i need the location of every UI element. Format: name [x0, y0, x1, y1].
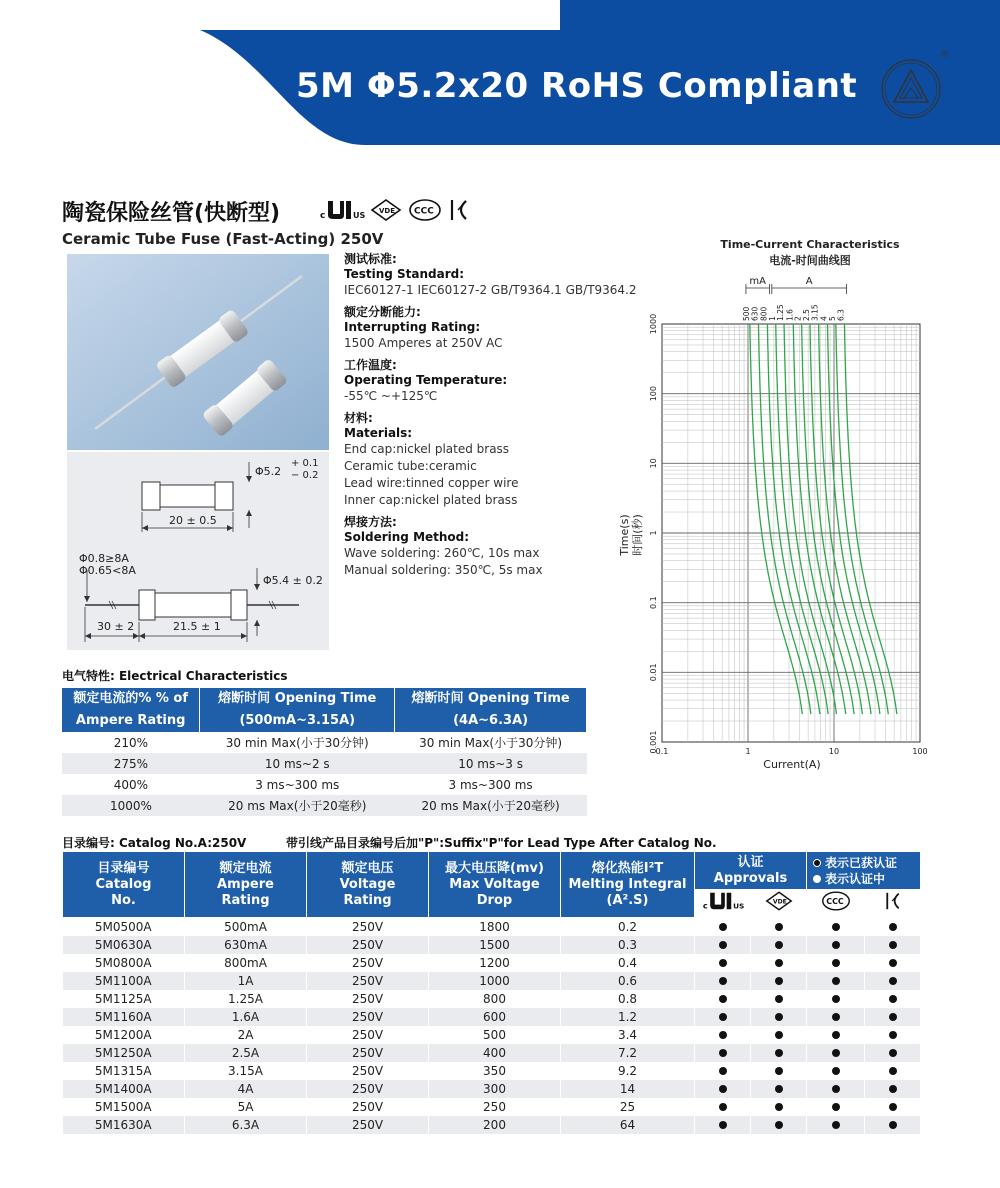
table-cell: 5M1500A: [63, 1098, 185, 1116]
table-cell: 5M0800A: [63, 954, 185, 972]
approved-dot-icon: [775, 1013, 783, 1021]
approval-cell: [807, 972, 865, 990]
approval-cell: [865, 990, 921, 1008]
curve-label: 1.6: [785, 309, 795, 321]
table-cell: 64: [561, 1116, 695, 1134]
table-cell: 2.5A: [185, 1044, 307, 1062]
approval-cell: [695, 1116, 751, 1134]
approval-cell: [695, 918, 751, 936]
dimension-drawing: [67, 452, 329, 650]
table-cell: 250V: [307, 954, 429, 972]
table-cell: 800: [429, 990, 561, 1008]
approval-cell: [865, 936, 921, 954]
approval-cell: [807, 1062, 865, 1080]
approved-dot-icon: [889, 977, 897, 985]
approved-dot-icon: [889, 1031, 897, 1039]
approval-cell: [751, 1026, 807, 1044]
table-cell: 1800: [429, 918, 561, 936]
certification-icons: [320, 196, 470, 224]
approved-dot-icon: [719, 1049, 727, 1057]
table-cell: 250V: [307, 1044, 429, 1062]
approval-cell: [807, 1080, 865, 1098]
approval-vde-cell: [751, 890, 807, 918]
table-row: [62, 795, 587, 816]
spec-interrupting-rating: 额定分断能力: Interrupting Rating: 1500 Amperes at 250V AC: [344, 305, 503, 350]
table-row: [63, 954, 921, 972]
table-row: [63, 990, 921, 1008]
approval-cell: [807, 1044, 865, 1062]
table-cell: 250V: [307, 1026, 429, 1044]
catalog-header-approvals: 认证 Approvals: [695, 852, 807, 890]
table-cell: 210%: [113, 735, 149, 750]
electrical-header-cell: Ampere Rating: [62, 710, 200, 732]
brand-logo-icon: [880, 58, 942, 124]
approved-dot-icon: [719, 1031, 727, 1039]
table-cell: 1000: [429, 972, 561, 990]
lead-dia-08-label: Φ0.8≥8A: [79, 552, 129, 565]
lead-length-label: 30 ± 2: [97, 620, 135, 633]
approved-dot-icon: [719, 1103, 727, 1111]
approval-cell: [751, 1116, 807, 1134]
table-row: [63, 1080, 921, 1098]
approved-dot-icon: [889, 959, 897, 967]
approved-dot-icon: [775, 1085, 783, 1093]
approved-dot-icon: [889, 1049, 897, 1057]
electrical-header-cell: (4A~6.3A): [395, 710, 587, 732]
time-current-chart: [600, 264, 930, 771]
approved-dot-icon: [832, 977, 840, 985]
spec-materials: 材料: Materials: End cap:nickel plated brass Ceramic tube:ceramic Lead wire:tinned copper wire Inner cap:nickel plated brass: [344, 411, 519, 507]
table-cell: 4A: [185, 1080, 307, 1098]
ccc-icon: [821, 890, 851, 912]
table-cell: 1.25A: [185, 990, 307, 1008]
approval-cell: [807, 1008, 865, 1026]
table-cell: 350: [429, 1062, 561, 1080]
electrical-header-cell: (500mA~3.15A): [200, 710, 395, 732]
table-cell: 250V: [307, 1116, 429, 1134]
table-row: [63, 918, 921, 936]
approved-dot-icon: [889, 995, 897, 1003]
approval-cell: [865, 1062, 921, 1080]
y-axis-label: Time(s): [618, 514, 631, 556]
x-axis-label: Current(A): [763, 758, 821, 771]
approval-cell: [865, 918, 921, 936]
table-cell: 2A: [185, 1026, 307, 1044]
table-row: [62, 732, 587, 753]
approval-cell: [807, 1116, 865, 1134]
approval-cell: [695, 1008, 751, 1026]
table-cell: 3.15A: [185, 1062, 307, 1080]
approval-legend: 表示已获认证 表示认证中: [807, 852, 921, 890]
approved-dot-icon: [832, 995, 840, 1003]
x-tick-label: 1: [745, 747, 751, 756]
table-cell: 250V: [307, 990, 429, 1008]
table-cell: 250: [429, 1098, 561, 1116]
table-cell: 0.3: [561, 936, 695, 954]
svg-text:US: US: [353, 211, 366, 220]
curve-label: 1: [767, 316, 777, 321]
spec-soldering-method: 焊接方法: Soldering Method: Wave soldering: 260℃, 10s max Manual soldering: 350℃, 5s max: [344, 515, 543, 577]
table-cell: 14: [561, 1080, 695, 1098]
table-cell: 300: [429, 1080, 561, 1098]
table-cell: 9.2: [561, 1062, 695, 1080]
approval-kc-cell: [865, 890, 921, 918]
approved-dot-icon: [775, 1067, 783, 1075]
specifications: [344, 252, 644, 585]
a-bracket-label: A: [805, 276, 813, 287]
table-cell: 6.3A: [185, 1116, 307, 1134]
approved-dot-icon: [719, 941, 727, 949]
electrical-header-cell: 额定电流的% % of: [62, 688, 200, 710]
catalog-header-voltage: 额定电压 Voltage Rating: [307, 852, 429, 918]
curve-label: 1.25: [776, 304, 786, 321]
y-tick-label: 1000: [649, 313, 658, 335]
approval-cell: [865, 1116, 921, 1134]
approval-cell: [695, 936, 751, 954]
table-cell: 0.6: [561, 972, 695, 990]
approval-cell: [751, 918, 807, 936]
product-name-en: Ceramic Tube Fuse (Fast-Acting) 250V: [62, 230, 384, 248]
table-cell: 25: [561, 1098, 695, 1116]
header-band: [0, 0, 1000, 150]
approval-cell: [865, 1044, 921, 1062]
approval-cell: [865, 1026, 921, 1044]
curve-label: 4: [819, 316, 829, 321]
vde-icon: [765, 890, 793, 912]
spec-testing-standard: 测试标准: Testing Standard: IEC60127-1 IEC60127-2 GB/T9364.1 GB/T9364.2: [344, 252, 637, 297]
approval-cell: [807, 990, 865, 1008]
x-tick-label: 10: [828, 747, 840, 756]
approval-cell: [751, 990, 807, 1008]
product-name-cn: 陶瓷保险丝管(快断型): [62, 201, 281, 226]
approved-dot-icon: [775, 1049, 783, 1057]
table-row: [63, 1026, 921, 1044]
table-row: [63, 936, 921, 954]
catalog-header-melting: 熔化热能I²T Melting Integral (A².S): [561, 852, 695, 918]
page-title: 5M Φ5.2x20 RoHS Compliant: [296, 66, 858, 106]
curve-label: 2: [793, 316, 803, 321]
approved-dot-icon: [889, 1103, 897, 1111]
approved-dot-icon: [719, 959, 727, 967]
svg-text:CCC: CCC: [825, 897, 844, 907]
approved-dot-icon: [889, 923, 897, 931]
catalog-caption: 目录编号: Catalog No.A:250V: [62, 836, 247, 850]
table-row: [62, 753, 587, 774]
svg-text:c: c: [702, 900, 708, 911]
catalog-header-row: [63, 852, 921, 890]
approved-dot-icon: [775, 1103, 783, 1111]
approved-dot-icon: [719, 1013, 727, 1021]
table-cell: 20 ms Max(小于20毫秒): [200, 795, 395, 816]
approved-dot-icon: [775, 1121, 783, 1129]
table-cell: 0.8: [561, 990, 695, 1008]
table-cell: 3 ms~300 ms: [255, 777, 340, 792]
approved-dot-icon: [832, 1013, 840, 1021]
table-cell: 400: [429, 1044, 561, 1062]
svg-text:US: US: [732, 901, 744, 911]
approval-cell: [695, 1026, 751, 1044]
x-tick-label: 100: [912, 747, 928, 756]
table-cell: 30 min Max(小于30分钟): [225, 736, 369, 750]
approval-cell: [695, 990, 751, 1008]
approved-dot-icon: [832, 1103, 840, 1111]
table-cell: 5A: [185, 1098, 307, 1116]
approval-cell: [865, 1080, 921, 1098]
approved-dot-icon: [889, 1013, 897, 1021]
approved-dot-icon: [832, 941, 840, 949]
approved-dot-icon: [813, 859, 821, 867]
table-cell: 250V: [307, 918, 429, 936]
svg-text:VDE: VDE: [772, 898, 787, 906]
table-cell: 5M1315A: [63, 1062, 185, 1080]
table-cell: 5M1100A: [63, 972, 185, 990]
table-row: [63, 972, 921, 990]
approval-cell: [865, 954, 921, 972]
y-tick-label: 0.01: [649, 663, 658, 682]
body-length-label: 21.5 ± 1: [173, 620, 221, 633]
approved-dot-icon: [775, 1031, 783, 1039]
spec-operating-temperature: 工作温度: Operating Temperature: -55℃ ~+125℃: [344, 358, 508, 403]
electrical-body: [62, 732, 587, 816]
approved-dot-icon: [832, 1067, 840, 1075]
approved-dot-icon: [775, 995, 783, 1003]
table-cell: 1000%: [62, 795, 200, 816]
lead-body-dia-label: Φ5.4 ± 0.2: [263, 574, 323, 587]
table-row: [63, 1098, 921, 1116]
approved-dot-icon: [889, 1121, 897, 1129]
table-cell: 600: [429, 1008, 561, 1026]
lead-dia-065-label: Φ0.65<8A: [79, 564, 136, 577]
electrical-header-cell: 熔断时间 Opening Time: [200, 688, 395, 710]
table-cell: 1A: [185, 972, 307, 990]
table-cell: 5M1160A: [63, 1008, 185, 1026]
table-cell: 10 ms~2 s: [200, 753, 395, 774]
svg-text:VDE: VDE: [379, 207, 396, 215]
table-cell: 1.2: [561, 1008, 695, 1026]
curve-label: 2.5: [802, 309, 812, 321]
table-cell: 250V: [307, 1062, 429, 1080]
table-cell: 0.4: [561, 954, 695, 972]
approved-dot-icon: [889, 1067, 897, 1075]
table-row: [63, 1062, 921, 1080]
x-tick-label: 0.1: [655, 747, 669, 756]
cul-us-icon: [701, 890, 745, 912]
catalog-suffix-note: 带引线产品目录编号后加"P":Suffix"P"for Lead Type After Catalog No.: [286, 836, 717, 850]
vde-icon: [370, 198, 402, 222]
approved-dot-icon: [889, 1085, 897, 1093]
y-tick-label: 1: [649, 530, 658, 536]
approval-cell: [695, 1062, 751, 1080]
approved-dot-icon: [832, 1049, 840, 1057]
approval-cell: [865, 1008, 921, 1026]
table-cell: 5M1400A: [63, 1080, 185, 1098]
approval-cell: [807, 918, 865, 936]
approval-cell: [695, 1080, 751, 1098]
electrical-header-row: [62, 710, 587, 732]
approval-cell: [751, 1098, 807, 1116]
kc-icon: [884, 890, 902, 912]
curve-label: 3.15: [810, 304, 820, 321]
table-cell: 5M0630A: [63, 936, 185, 954]
approved-dot-icon: [775, 941, 783, 949]
tolerance-minus: − 0.2: [291, 470, 319, 481]
approval-cell: [695, 972, 751, 990]
catalog-table: [62, 851, 921, 1134]
svg-text:c: c: [320, 211, 326, 221]
catalog-header-catalog: 目录编号 Catalog No.: [63, 852, 185, 918]
approval-cell: [751, 954, 807, 972]
kc-icon: [448, 198, 470, 222]
table-cell: 20 ms Max(小于20毫秒): [395, 795, 587, 816]
svg-text:CCC: CCC: [414, 206, 434, 217]
table-cell: 250V: [307, 1098, 429, 1116]
table-cell: 3.4: [561, 1026, 695, 1044]
diameter-label: Φ5.2: [255, 465, 282, 478]
approval-cell: [807, 954, 865, 972]
approved-dot-icon: [832, 959, 840, 967]
catalog-body: [63, 918, 921, 1134]
approved-dot-icon: [719, 1067, 727, 1075]
curve-label: 5: [827, 316, 837, 321]
approved-dot-icon: [719, 923, 727, 931]
electrical-header-cell: 熔断时间 Opening Time: [395, 688, 587, 710]
table-cell: 30 min Max(小于30分钟): [419, 736, 563, 750]
approval-cell: [807, 1098, 865, 1116]
y-tick-label: 10: [649, 458, 658, 469]
curve-label: 630: [750, 306, 760, 321]
approval-cell: [807, 1026, 865, 1044]
table-cell: 250V: [307, 972, 429, 990]
chart-title: Time-Current Characteristics: [720, 238, 900, 251]
tolerance-plus: + 0.1: [291, 458, 319, 469]
electrical-header-row: [62, 688, 587, 710]
length-label: 20 ± 0.5: [169, 514, 217, 527]
approval-cell: [751, 1080, 807, 1098]
catalog-header-drop: 最大电压降(mv) Max Voltage Drop: [429, 852, 561, 918]
approved-dot-icon: [775, 959, 783, 967]
approved-dot-icon: [832, 923, 840, 931]
approval-cell: [751, 972, 807, 990]
table-cell: 200: [429, 1116, 561, 1134]
electrical-caption: 电气特性: Electrical Characteristics: [62, 669, 288, 683]
table-cell: 630mA: [185, 936, 307, 954]
approved-dot-icon: [832, 1031, 840, 1039]
approval-cell: [751, 1044, 807, 1062]
catalog-header-ampere: 额定电流 Ampere Rating: [185, 852, 307, 918]
approval-cell: [865, 972, 921, 990]
pending-dot-icon: [813, 875, 821, 883]
ccc-icon: [408, 198, 442, 222]
table-cell: 275%: [62, 753, 200, 774]
chart-title-cn: 电流-时间曲线图: [769, 254, 851, 267]
approval-cell: [751, 1062, 807, 1080]
approval-cell: [695, 954, 751, 972]
table-row: [63, 1116, 921, 1134]
approval-cell: [807, 936, 865, 954]
table-cell: 500mA: [185, 918, 307, 936]
table-cell: 5M0500A: [63, 918, 185, 936]
approval-cell: [695, 1098, 751, 1116]
table-cell: 250V: [307, 936, 429, 954]
approved-dot-icon: [719, 1121, 727, 1129]
table-cell: 3 ms~300 ms: [448, 777, 533, 792]
table-cell: 5M1250A: [63, 1044, 185, 1062]
y-tick-label: 100: [649, 386, 658, 402]
table-row: [63, 1008, 921, 1026]
table-cell: 250V: [307, 1080, 429, 1098]
approval-cul-cell: [695, 890, 751, 918]
table-cell: 1200: [429, 954, 561, 972]
table-cell: 1500: [429, 936, 561, 954]
approved-dot-icon: [889, 941, 897, 949]
table-cell: 7.2: [561, 1044, 695, 1062]
registered-mark: ®: [940, 50, 949, 60]
approved-dot-icon: [719, 977, 727, 985]
table-row: [62, 774, 587, 795]
table-cell: 0.2: [561, 918, 695, 936]
table-cell: 5M1630A: [63, 1116, 185, 1134]
table-cell: 500: [429, 1026, 561, 1044]
curve-label: 500: [741, 306, 751, 321]
approval-ccc-cell: [807, 890, 865, 918]
y-tick-label: 0.001: [649, 730, 658, 754]
approval-cell: [695, 1044, 751, 1062]
table-cell: 5M1125A: [63, 990, 185, 1008]
table-cell: 400%: [113, 777, 149, 792]
y-axis-label-cn: 时间(秒): [631, 514, 644, 556]
approved-dot-icon: [775, 977, 783, 985]
approval-cell: [751, 936, 807, 954]
approval-cell: [751, 1008, 807, 1026]
ma-bracket-label: mA: [749, 276, 766, 287]
table-cell: 5M1200A: [63, 1026, 185, 1044]
approved-dot-icon: [832, 1121, 840, 1129]
approved-dot-icon: [719, 1085, 727, 1093]
cul-us-icon: [320, 198, 364, 222]
table-cell: 1.6A: [185, 1008, 307, 1026]
product-photo: [67, 254, 329, 450]
curve-label: 800: [759, 306, 769, 321]
approval-cell: [865, 1098, 921, 1116]
approved-dot-icon: [775, 923, 783, 931]
approved-dot-icon: [832, 1085, 840, 1093]
electrical-table: [62, 688, 587, 816]
curve-label: 6.3: [836, 309, 846, 321]
table-row: [63, 1044, 921, 1062]
approved-dot-icon: [719, 995, 727, 1003]
y-tick-label: 0.1: [649, 596, 658, 610]
table-cell: 250V: [307, 1008, 429, 1026]
table-cell: 10 ms~3 s: [395, 753, 587, 774]
table-cell: 800mA: [185, 954, 307, 972]
